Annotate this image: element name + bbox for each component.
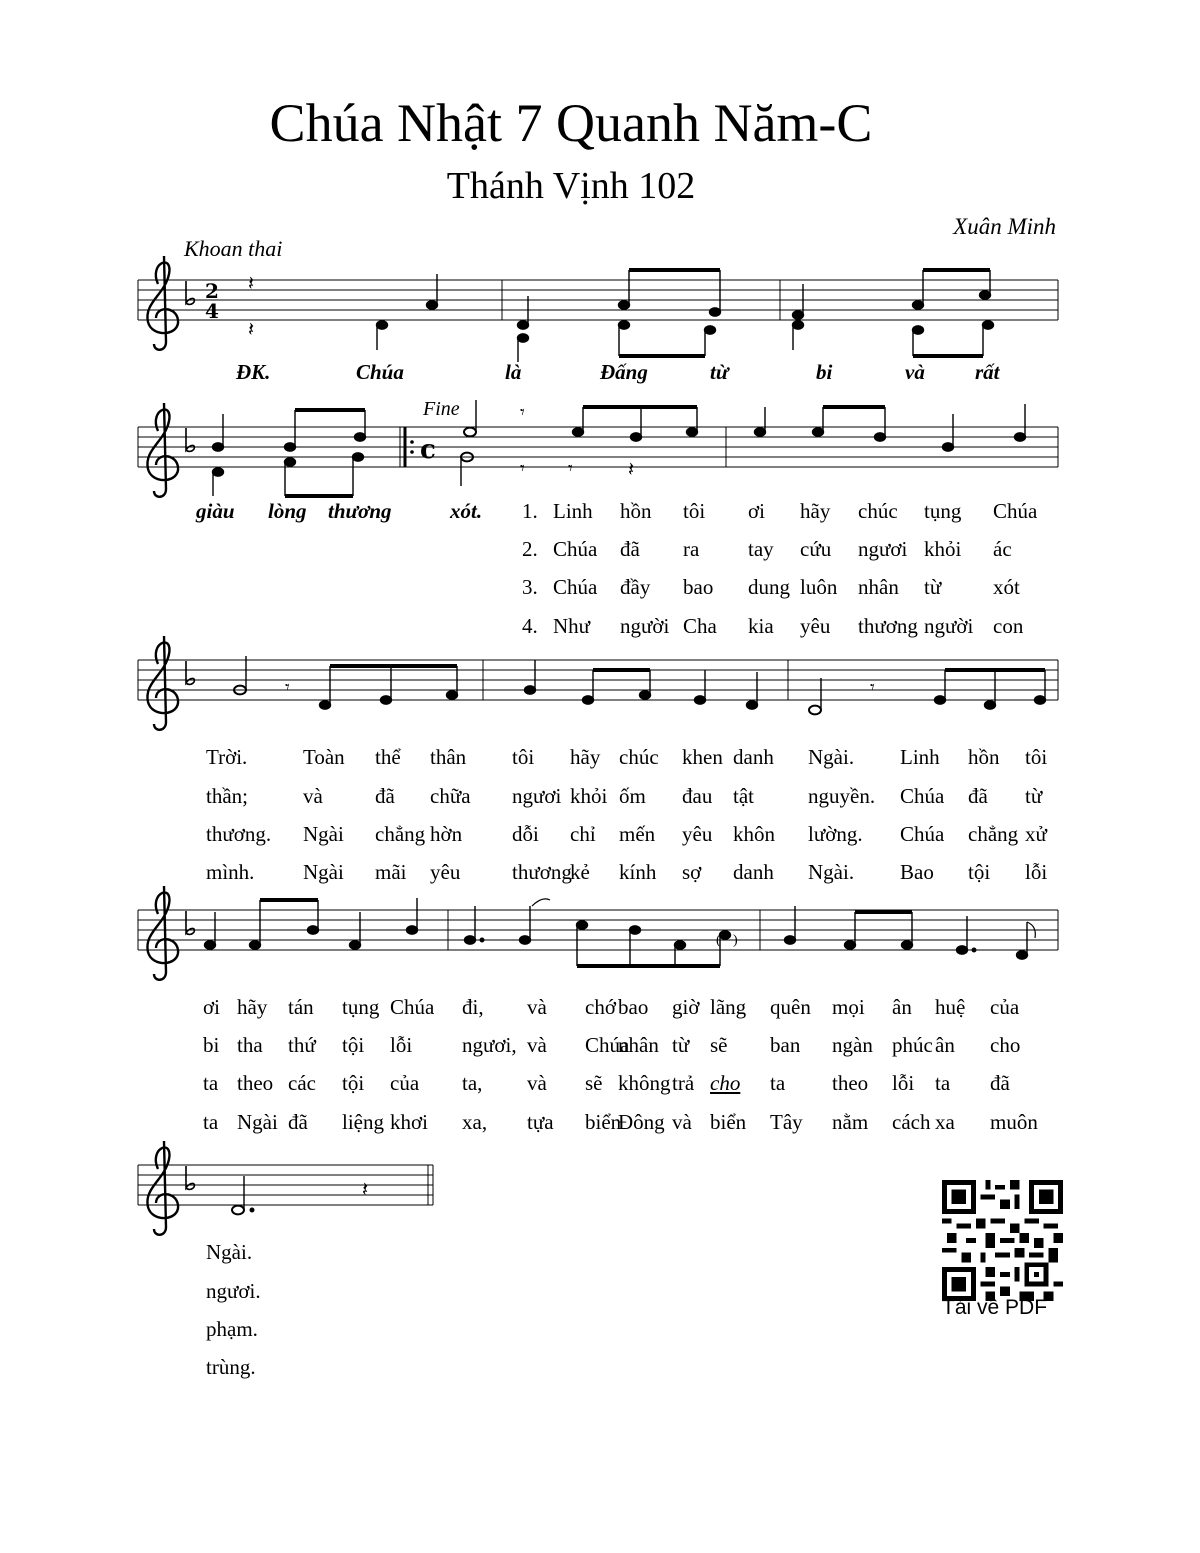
verse-word: ốm [619, 784, 646, 808]
verse-word: và [527, 1071, 547, 1095]
verse-word: tha [237, 1033, 263, 1057]
refrain-word: Chúa [356, 360, 404, 384]
verse-word: và [672, 1110, 692, 1134]
verse-word: bao [683, 575, 714, 599]
verse-word: khen [682, 745, 723, 769]
verse-word: đã [620, 537, 640, 561]
verse-word: Đông [618, 1110, 665, 1134]
verse-word: đau [682, 784, 713, 808]
verse-word: phúc [892, 1033, 933, 1057]
verse-word: các [288, 1071, 316, 1095]
verse-word: chẳng [968, 822, 1019, 846]
svg-text:𝄽: 𝄽 [248, 319, 255, 341]
verse-word: Ngài. [808, 860, 855, 884]
verse-word: chúc [619, 745, 659, 769]
svg-text:𝄾: 𝄾 [520, 458, 525, 478]
time-sig-bottom: 4 [205, 299, 219, 323]
verse-word: Bao [900, 860, 934, 884]
verse-word: yêu [800, 614, 831, 638]
verse-word: ta [935, 1071, 951, 1095]
staff-system-4 [138, 886, 1058, 980]
verse-word: đã [990, 1071, 1010, 1095]
verse-word: ra [683, 537, 700, 561]
verse-word: chớ [585, 995, 616, 1019]
verse-word: kẻ [570, 860, 590, 884]
verse-word: tụng [342, 995, 380, 1019]
verse-word: tán [288, 995, 314, 1019]
time-sig-top: 2 [205, 279, 219, 303]
verse-word: thần; [206, 784, 248, 808]
verse-word: Chúa [900, 784, 945, 808]
verse-word: Tây [770, 1110, 803, 1134]
tempo-marking: Khoan thai [184, 236, 283, 261]
verse-word: Linh [553, 499, 593, 523]
verse-word: Chúa [390, 995, 435, 1019]
verse-word: Chúa [900, 822, 945, 846]
verse-word: tựa [527, 1110, 554, 1134]
verse-word: ngươi [512, 784, 562, 808]
verse-word: và [527, 1033, 547, 1057]
verse-word: không [618, 1071, 671, 1095]
verse-word: nhân [618, 1033, 659, 1057]
verse-word: hờn [430, 822, 463, 846]
refrain-word: lòng [268, 499, 307, 523]
verse-word: tôi [683, 499, 706, 523]
verse-word: Toàn [303, 745, 345, 769]
refrain-word: bi [816, 360, 833, 384]
verse-word: ta [203, 1110, 219, 1134]
refrain-word: giàu [196, 499, 235, 523]
verse-word: Cha [683, 614, 717, 638]
verse-word: mến [619, 822, 656, 846]
verse-word: chữa [430, 784, 471, 808]
verse-word: theo [237, 1071, 274, 1095]
verse-word: 1. [522, 499, 538, 523]
verse-word: lãng [710, 995, 747, 1019]
verse-word: Linh [900, 745, 940, 769]
refrain-word: Đấng [600, 360, 648, 384]
verse-word: muôn [990, 1110, 1038, 1134]
verse-word: ác [993, 537, 1012, 561]
verse-word: Trời. [206, 745, 248, 769]
verse-word: 2. [522, 537, 538, 561]
svg-text:(: ( [716, 933, 721, 948]
staff-system-2 [138, 400, 1058, 497]
staff-system-1 [138, 256, 1058, 362]
verse-word: trả [672, 1071, 695, 1095]
composer: Xuân Minh [953, 214, 1056, 239]
verse-word: dỗi [512, 822, 539, 846]
verse-word: Chúa [585, 1033, 630, 1057]
staff-system-5 [138, 1141, 433, 1235]
fine-marking: Fine [423, 398, 460, 420]
verse-word: bao [618, 995, 649, 1019]
page-title: Chúa Nhật 7 Quanh Năm-C [269, 93, 873, 153]
verse-word: xót [993, 575, 1020, 599]
verse-word: tay [748, 537, 774, 561]
verse-word: nằm [832, 1110, 869, 1134]
verse-word: và [303, 784, 323, 808]
verse-word: chỉ [570, 822, 596, 846]
refrain-word: rất [975, 360, 1000, 384]
verse-word: nguyền. [808, 784, 876, 808]
verse-word: Ngài. [206, 1240, 253, 1264]
verse-word: ta [203, 1071, 219, 1095]
verse-word: huệ [935, 995, 966, 1019]
verse-word: ơi [748, 499, 765, 523]
verse-word: mình. [206, 860, 255, 884]
verse-word: ngươi. [206, 1279, 261, 1303]
refrain-word: thương [328, 499, 392, 523]
verse-word: ngươi [858, 537, 908, 561]
verse-word: tụng [924, 499, 962, 523]
verse-word: thân [430, 745, 467, 769]
verse-word: cứu [800, 537, 832, 561]
verse-word: 4. [522, 614, 538, 638]
verse-word: hồn [968, 745, 1000, 769]
verse-word: trùng. [206, 1355, 256, 1379]
verse-word: người [620, 614, 670, 638]
verse-word: Như [553, 614, 591, 638]
verse-word: ân [892, 995, 912, 1019]
verse-word: sẽ [585, 1071, 603, 1095]
verse-word: đầy [620, 575, 651, 599]
verse-word: ân [935, 1033, 955, 1057]
verse-word: lỗi [1025, 860, 1048, 884]
svg-text:𝄽: 𝄽 [248, 273, 255, 295]
refrain-word: là [505, 360, 522, 384]
svg-text:𝄽: 𝄽 [628, 459, 635, 481]
verse-word: mọi [832, 995, 865, 1019]
verse-word: hồn [620, 499, 652, 523]
time-sig-common: c [420, 435, 436, 465]
verse-word: của [390, 1071, 420, 1095]
verse-word: thương [512, 860, 572, 884]
verse-word: bi [203, 1033, 220, 1057]
verse-word: luôn [800, 575, 838, 599]
verse-word: giờ [672, 995, 700, 1019]
verse-word: cho [710, 1071, 741, 1095]
verse-word: từ [924, 575, 942, 599]
verse-word: ngươi, [462, 1033, 517, 1057]
verse-word: sẽ [710, 1033, 728, 1057]
verse-word: thể [375, 745, 401, 769]
verse-word: nhân [858, 575, 899, 599]
verse-word: yêu [430, 860, 461, 884]
verse-word: đã [375, 784, 395, 808]
verse-word: tôi [1025, 745, 1048, 769]
verse-word: từ [1025, 784, 1043, 808]
verse-word: lỗi [892, 1071, 915, 1095]
verse-word: dung [748, 575, 790, 599]
verse-word: danh [733, 745, 774, 769]
svg-text:): ) [733, 933, 738, 948]
verse-word: yêu [682, 822, 713, 846]
verse-word: thương [858, 614, 918, 638]
svg-text:𝄾: 𝄾 [520, 402, 525, 422]
verse-word: ơi [203, 995, 220, 1019]
verse-word: xử [1025, 822, 1047, 846]
download-pdf-link[interactable]: Tải về PDF [942, 1296, 1048, 1319]
verse-word: khơi [390, 1110, 428, 1134]
verse-word: đã [968, 784, 988, 808]
verse-word: xa [935, 1110, 955, 1134]
svg-text:𝄾: 𝄾 [870, 677, 875, 697]
verse-word: đã [288, 1110, 308, 1134]
verse-word: lường. [808, 822, 863, 846]
verse-word: và [527, 995, 547, 1019]
verse-word: danh [733, 860, 774, 884]
verse-word: biển [585, 1110, 622, 1134]
svg-text:𝄾: 𝄾 [568, 458, 573, 478]
verse-word: đi, [462, 995, 484, 1019]
verse-word: Ngài [303, 860, 344, 884]
verse-word: ngàn [832, 1033, 873, 1057]
verse-word: hãy [237, 995, 268, 1019]
page-subtitle: Thánh Vịnh 102 [446, 165, 696, 207]
verse-word: tật [733, 784, 754, 808]
verse-word: cho [990, 1033, 1021, 1057]
verse-word: Ngài. [808, 745, 855, 769]
verse-word: tội [342, 1033, 365, 1057]
verse-word: thương. [206, 822, 272, 846]
verse-word: từ [672, 1033, 690, 1057]
verse-word: chẳng [375, 822, 426, 846]
verse-word: kính [619, 860, 657, 884]
verse-word: chúc [858, 499, 898, 523]
verse-word: tội [968, 860, 991, 884]
verse-word: mãi [375, 860, 407, 884]
refrain-word: ĐK. [236, 360, 271, 384]
verse-word: Ngài [303, 822, 344, 846]
qr-code[interactable] [942, 1180, 1063, 1301]
verse-word: ban [770, 1033, 801, 1057]
refrain-word: từ [710, 360, 729, 384]
verse-word: người [924, 614, 974, 638]
verse-word: ta, [462, 1071, 483, 1095]
verse-word: Chúa [553, 575, 598, 599]
svg-text:𝄾: 𝄾 [285, 677, 290, 697]
verse-word: Chúa [553, 537, 598, 561]
verse-word: con [993, 614, 1024, 638]
verse-word: tôi [512, 745, 535, 769]
verse-word: kia [748, 614, 774, 638]
refrain-word: và [905, 360, 925, 384]
svg-text:𝄽: 𝄽 [362, 1179, 369, 1201]
verse-word: của [990, 995, 1020, 1019]
verse-word: ta [770, 1071, 786, 1095]
verse-word: khỏi [570, 784, 608, 808]
verse-word: thứ [288, 1033, 316, 1057]
refrain-word: xót. [450, 499, 483, 523]
verse-word: sợ [682, 860, 702, 884]
verse-word: hãy [570, 745, 601, 769]
verse-word: xa, [462, 1110, 488, 1134]
verse-word: theo [832, 1071, 869, 1095]
verse-word: lỗi [390, 1033, 413, 1057]
verse-word: 3. [522, 575, 538, 599]
verse-word: liệng [342, 1110, 384, 1134]
verse-word: Ngài [237, 1110, 278, 1134]
verse-word: quên [770, 995, 811, 1019]
verse-word: cách [892, 1110, 931, 1134]
verse-word: biển [710, 1110, 747, 1134]
verse-word: Chúa [993, 499, 1038, 523]
staff-system-3 [138, 636, 1058, 730]
verse-word: hãy [800, 499, 831, 523]
verse-word: khỏi [924, 537, 962, 561]
verse-word: phạm. [206, 1317, 258, 1341]
verse-word: khôn [733, 822, 775, 846]
verse-word: tội [342, 1071, 365, 1095]
